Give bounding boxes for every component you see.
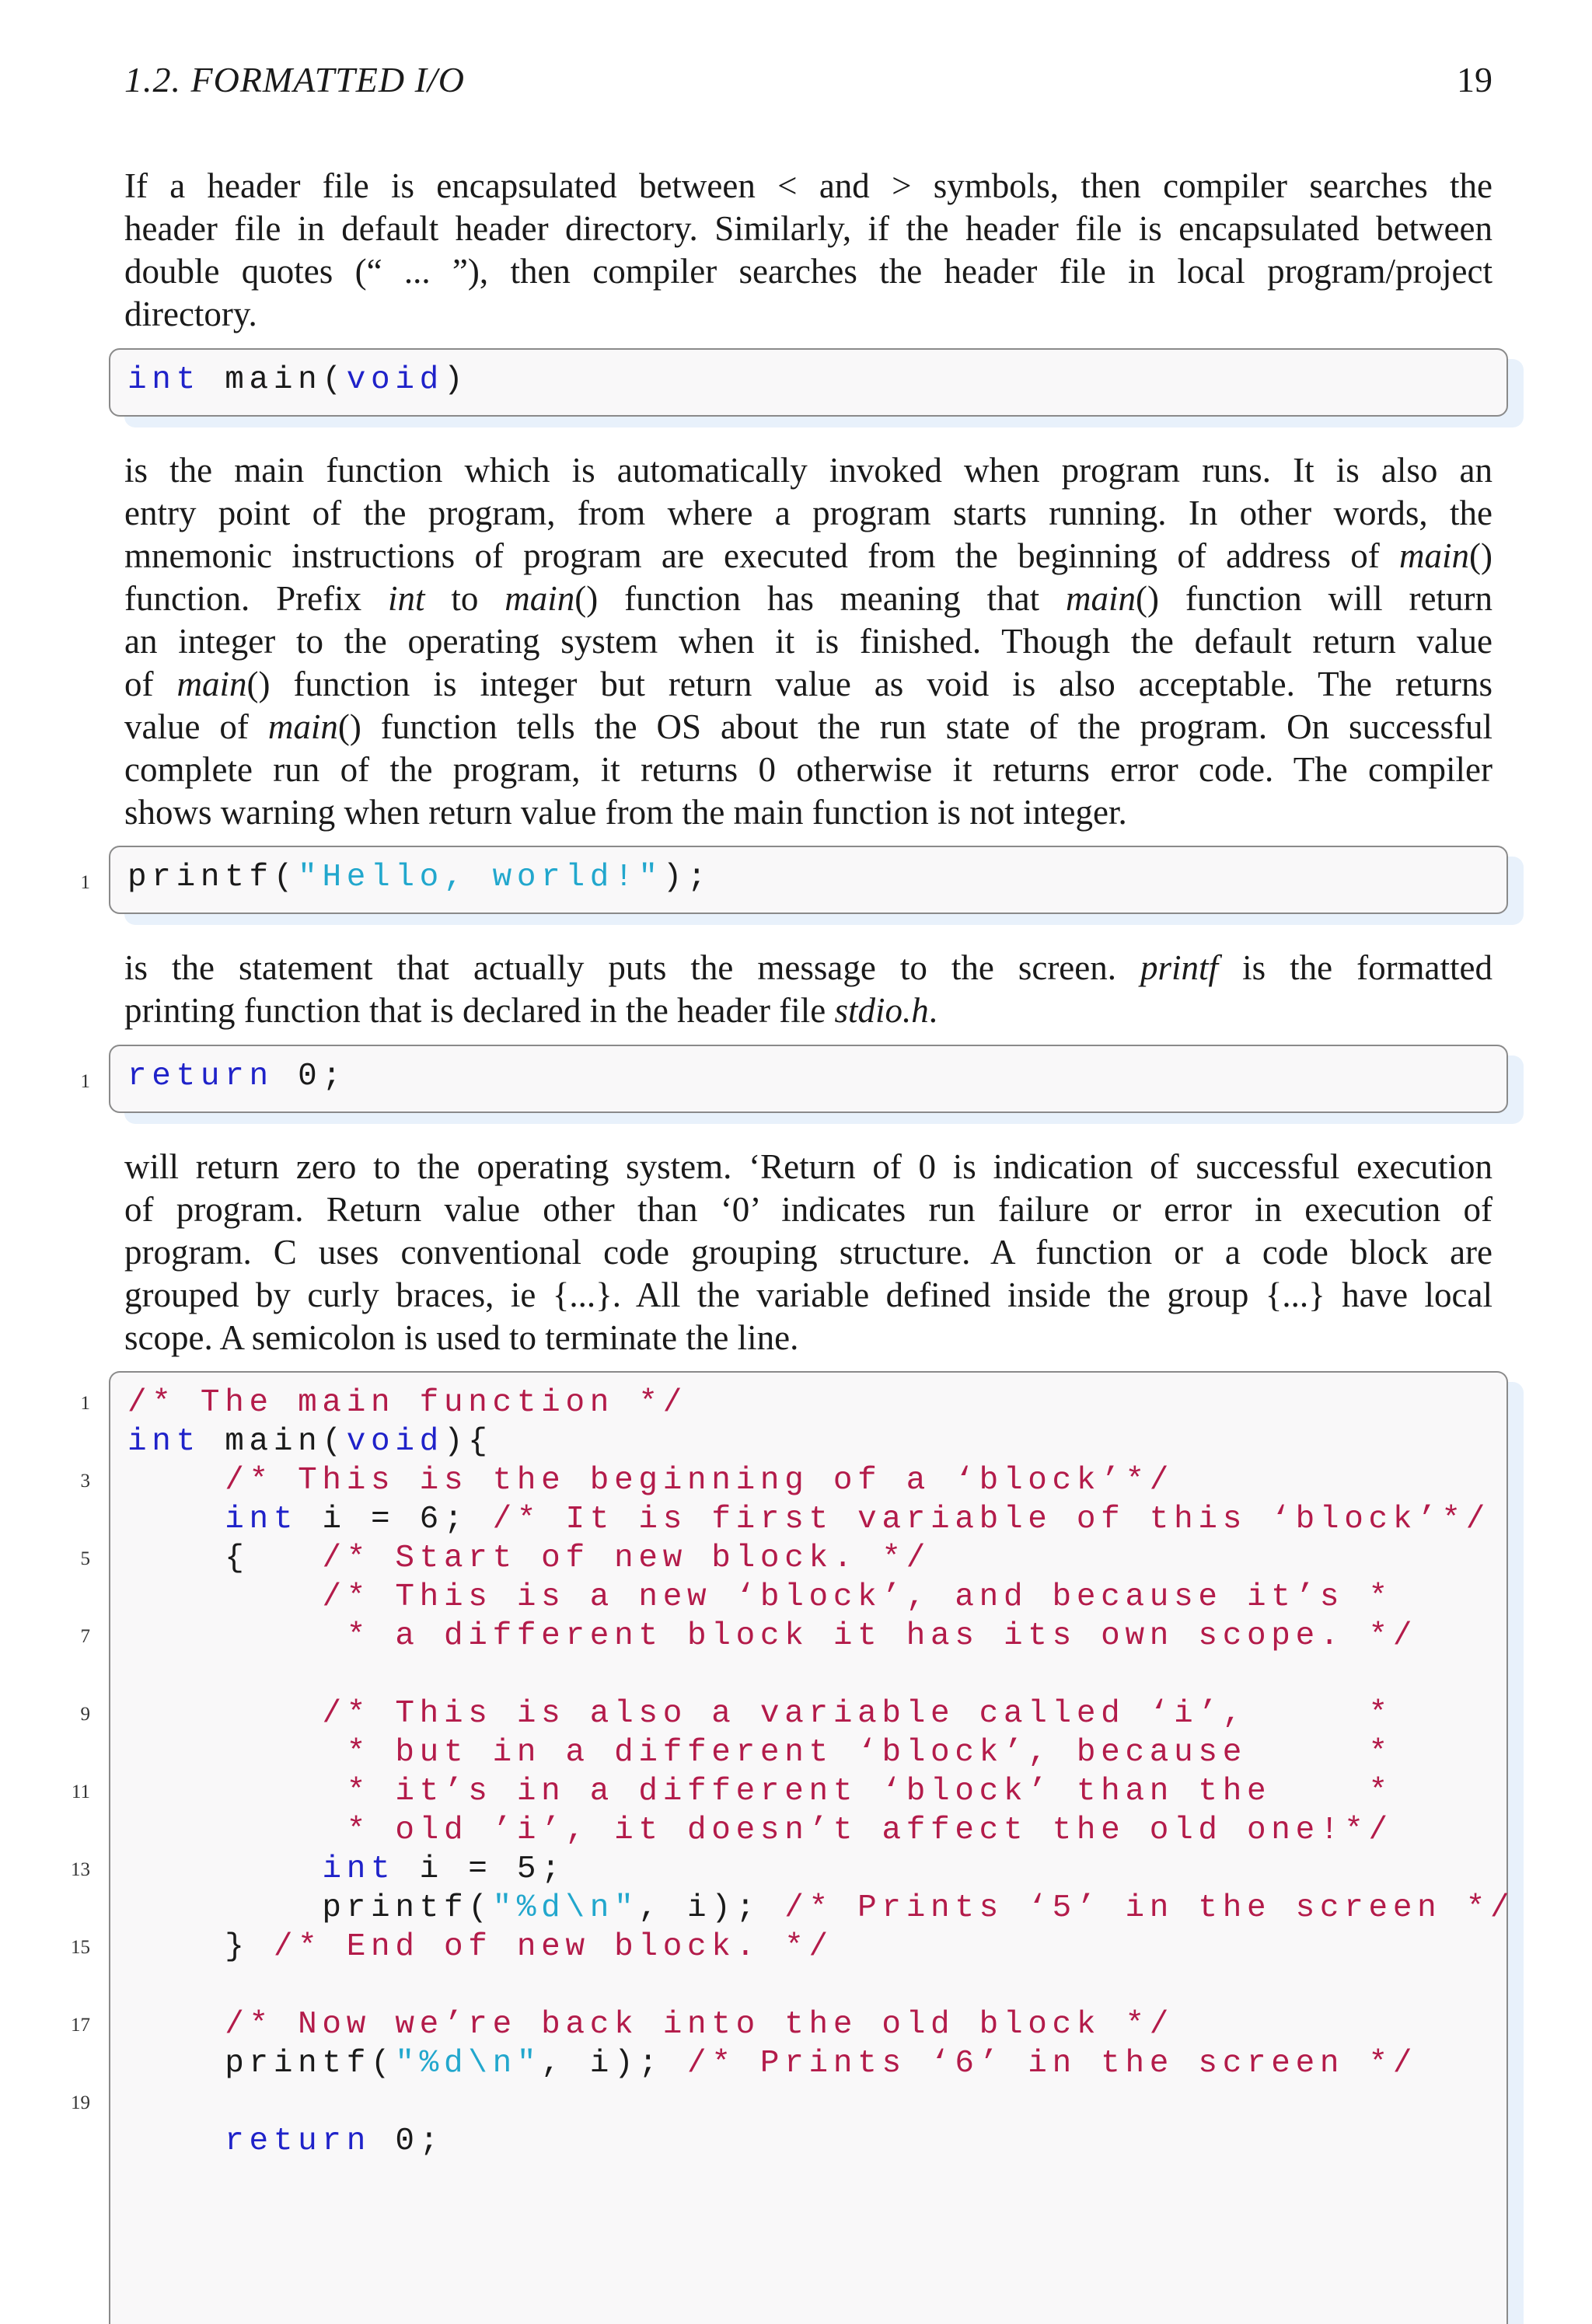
text-line: printing function that is declared in the header file stdio.h. bbox=[124, 991, 937, 1030]
paragraph-printf bbox=[124, 947, 1492, 1032]
code-line: /* The main function */ bbox=[127, 1385, 687, 1421]
code-line: return 0; bbox=[127, 1059, 347, 1094]
code-box-printf bbox=[109, 846, 1508, 914]
text-line: program. C uses conventional code grouping structure. A function or a code block are bbox=[124, 1233, 1492, 1272]
code-line: * it’s in a different ‘block’ than the * bbox=[346, 1774, 1393, 1809]
text-line: directory. bbox=[124, 295, 257, 333]
paragraph-header-include bbox=[124, 165, 1492, 336]
paragraph-main-function bbox=[124, 449, 1492, 834]
code-listing bbox=[127, 350, 469, 457]
text-line: If a header file is encapsulated between < and > symbols, then compiler searches the bbox=[124, 166, 1492, 205]
line-number: 1 bbox=[80, 872, 90, 893]
line-number: 3 bbox=[80, 1471, 90, 1492]
line-number: 13 bbox=[71, 1859, 90, 1880]
text-line: will return zero to the operating system. ‘Return of 0 is indication of successful execution bbox=[124, 1147, 1492, 1186]
code-line: printf("Hello, world!"); bbox=[127, 860, 712, 895]
code-listing bbox=[127, 1046, 347, 1153]
code-line: int i = 5; bbox=[322, 1851, 566, 1887]
line-number: 5 bbox=[80, 1548, 90, 1569]
section-title: 1.2. FORMATTED I/O bbox=[124, 60, 465, 99]
page-number: 19 bbox=[1457, 60, 1492, 99]
text-line: grouped by curly braces, ie {...}. All the variable defined inside the group {...} have local bbox=[124, 1275, 1492, 1314]
code-line: printf("%d\n", i); /* Prints ‘5’ in the screen */ bbox=[127, 1890, 1515, 1926]
line-number: 15 bbox=[71, 1937, 90, 1958]
paragraph-return-and-scope bbox=[124, 1146, 1492, 1359]
text-line: entry point of the program, from where a program starts running. In other words, the bbox=[124, 494, 1492, 532]
text-line: is the statement that actually puts the message to the screen. printf is the formatted bbox=[124, 948, 1493, 987]
code-line: } /* End of new block. */ bbox=[127, 1929, 833, 1965]
code-listing bbox=[127, 847, 712, 954]
code-line: return 0; bbox=[225, 2123, 444, 2159]
text-line: value of main() function tells the OS about the run state of the program. On successful bbox=[124, 707, 1492, 746]
text-line: is the main function which is automatically invoked when program runs. It is also an bbox=[124, 451, 1492, 490]
line-number: 7 bbox=[80, 1626, 90, 1647]
code-line: /* This is also a variable called ‘i’, * bbox=[322, 1696, 1393, 1732]
code-line: /* Now we’re back into the old block */ bbox=[225, 2007, 1175, 2043]
code-box-return bbox=[109, 1045, 1508, 1113]
code-line: * old ’i’, it doesn’t affect the old one!*/ bbox=[346, 1813, 1393, 1848]
line-number: 19 bbox=[71, 2092, 90, 2113]
code-line: printf("%d\n", i); /* Prints ‘6’ in the screen */ bbox=[127, 2046, 1418, 2081]
line-number: 11 bbox=[71, 1781, 90, 1802]
text-line: scope. A semicolon is used to terminate the line. bbox=[124, 1318, 799, 1357]
text-line: of main() function is integer but return value as void is also acceptable. The returns bbox=[124, 665, 1492, 703]
code-line: * a different block it has its own scope. */ bbox=[346, 1618, 1418, 1654]
code-line: /* This is the beginning of a ‘block’*/ bbox=[225, 1463, 1175, 1499]
text-line: header file in default header directory. Similarly, if the header file is encapsulated between bbox=[124, 209, 1492, 248]
code-line: int main(void){ bbox=[127, 1424, 493, 1460]
code-line: int main(void) bbox=[127, 362, 469, 398]
line-number: 17 bbox=[71, 2015, 90, 2036]
text-line: double quotes (“ ... ”), then compiler searches the header file in local program/project bbox=[124, 252, 1492, 291]
code-box-main-signature bbox=[109, 348, 1508, 417]
code-box-block-scope bbox=[109, 1371, 1515, 2324]
code-line: { /* Start of new block. */ bbox=[127, 1541, 931, 1576]
code-line: /* This is a new ‘block’, and because it’s * bbox=[322, 1579, 1393, 1615]
code-line: * but in a different ‘block’, because * bbox=[346, 1735, 1393, 1771]
text-line: function. Prefix int to main() function has meaning that main() function will return bbox=[124, 579, 1493, 618]
text-line: complete run of the program, it returns 0 otherwise it returns error code. The compiler bbox=[124, 750, 1492, 789]
line-number: 1 bbox=[80, 1393, 90, 1414]
running-header bbox=[124, 59, 1492, 106]
line-number: 9 bbox=[80, 1704, 90, 1725]
text-line: an integer to the operating system when it is finished. Though the default return value bbox=[124, 622, 1492, 661]
text-line: of program. Return value other than ‘0’ indicates run failure or error in execution of bbox=[124, 1190, 1492, 1229]
text-line: shows warning when return value from the main function is not integer. bbox=[124, 793, 1127, 832]
code-line: int i = 6; /* It is first variable of this ‘block’*/ bbox=[225, 1502, 1491, 1537]
line-number: 1 bbox=[80, 1071, 90, 1092]
text-line: mnemonic instructions of program are executed from the beginning of address of main() bbox=[124, 536, 1492, 575]
